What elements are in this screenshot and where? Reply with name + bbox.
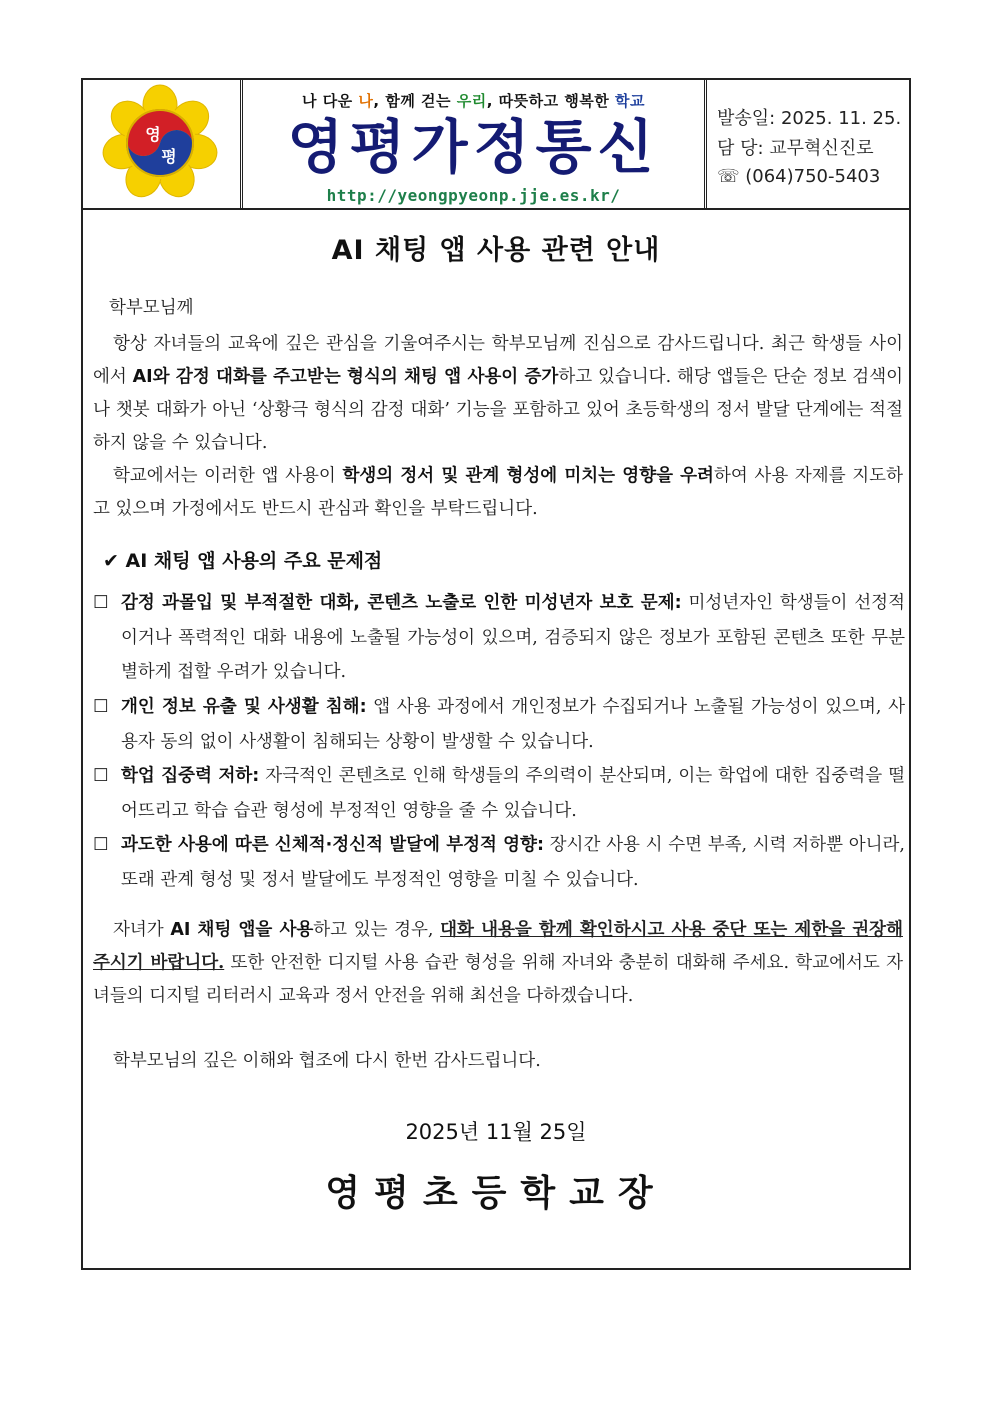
problem-title: 감정 과몰입 및 부적절한 대화, 콘텐츠 노출로 인한 미성년자 보호 문제:	[121, 593, 682, 613]
letter-date: 2025년 11월 25일	[405, 1120, 587, 1144]
slogan-part: 나 다운	[301, 92, 359, 110]
problem-text: 장시간 사용 시 수면 부족, 시력 저하뿐 아니라, 또래 관계 형성 및 정서 발달에도 부정적인 영향을 미칠 수 있습니다.	[121, 835, 905, 890]
closing-underlined: 대화 내용을 함께 확인하시고 사용 중단 또는 제한을 권장해 주시기 바랍니다.	[93, 920, 903, 973]
closing-text: 또한 안전한 디지털 사용 습관 형성을 위해 자녀와 충분히 대화해 주세요. 학교에서도 자녀들의 디지털 리터러시 교육과 정서 안전을 위해 최선을 다하겠습니다.	[93, 953, 903, 1006]
logo-char-1: 영	[145, 125, 161, 144]
problem-item	[93, 828, 905, 897]
phone-line	[717, 166, 880, 187]
slogan-part: 학교	[615, 92, 645, 110]
closing-highlight: AI 채팅 앱을 사용	[170, 920, 314, 940]
closing-paragraph	[93, 914, 903, 1013]
document-title: AI 채팅 앱 사용 관련 안내	[331, 235, 661, 266]
info-cell	[707, 80, 909, 208]
slogan-part: 우리	[456, 92, 487, 110]
intro2-text: 학교에서는 이러한 앱 사용이	[113, 466, 343, 486]
intro-text: 항상 자녀들의 교육에 깊은 관심을 기울여주시는 학부모님께 진심으로 감사드립니다. 최근 학생들 사이에서	[93, 334, 903, 387]
problem-title: 개인 정보 유출 및 사생활 침해:	[121, 697, 367, 717]
phone-number: (064)750-5403	[745, 166, 881, 187]
slogan-part: 나	[358, 92, 374, 110]
greeting: 학부모님께	[109, 298, 194, 318]
school-url-link[interactable]: http://yeongpyeonp.jje.es.kr/	[326, 186, 621, 205]
letter-header	[83, 80, 909, 210]
intro-text: 하고 있습니다. 해당 앱들은 단순 정보 검색이나 챗봇 대화가 아닌 ‘상황극 형식의 감정 대화’ 기능을 포함하고 있어 초등학생의 정서 발달 단계에는 적절하지 않을 수 있습니다.	[93, 367, 904, 453]
problem-title: 과도한 사용에 따른 신체적·정신적 발달에 부정적 영향:	[121, 835, 544, 855]
problem-text: 자극적인 콘텐츠로 인해 학생들의 주의력이 분산되며, 이는 학업에 대한 집중력을 떨어뜨리고 학습 습관 형성에 부정적인 영향을 줄 수 있습니다.	[121, 766, 905, 821]
problem-item	[93, 759, 905, 828]
closing-text: 하고 있는 경우,	[313, 920, 441, 940]
signer: 영평초등학교장	[325, 1173, 667, 1214]
school-emblem-logo	[83, 80, 233, 208]
intro-paragraph-2	[93, 460, 903, 526]
checkbox-icon: ☐	[93, 697, 109, 717]
intro2-highlight: 학생의 정서 및 관계 형성에 미치는 영향을 우려	[342, 466, 714, 486]
newsletter-title: 영평가정통신	[287, 113, 660, 181]
problem-item	[93, 690, 905, 759]
letter-frame	[81, 78, 911, 1270]
problem-item	[93, 586, 905, 690]
section-heading: ✔ AI 채팅 앱 사용의 주요 문제점	[103, 550, 383, 572]
school-slogan	[243, 90, 704, 111]
department: 담 당: 교무혁신진로	[717, 138, 874, 159]
send-date: 발송일: 2025. 11. 25.	[717, 108, 902, 129]
slogan-part: , 따뜻하고 행복한	[486, 92, 616, 110]
phone-icon: ☏	[717, 166, 740, 187]
checkbox-icon: ☐	[93, 593, 109, 613]
checkbox-icon: ☐	[93, 766, 109, 786]
problem-text: 미성년자인 학생들이 선정적이거나 폭력적인 대화 내용에 노출될 가능성이 있으며, 검증되지 않은 정보가 포함된 콘텐츠 또한 무분별하게 접할 우려가 있습니다.	[121, 593, 905, 682]
closing-text: 자녀가	[113, 920, 171, 940]
intro-highlight: AI와 감정 대화를 주고받는 형식의 채팅 앱 사용이 증가	[132, 367, 559, 387]
logo-cell	[83, 80, 243, 208]
logo-char-2: 평	[161, 147, 177, 166]
title-cell	[243, 80, 707, 208]
intro-paragraph	[93, 328, 903, 460]
thanks-line: 학부모님의 깊은 이해와 협조에 다시 한번 감사드립니다.	[113, 1051, 541, 1071]
intro2-text: 하여 사용 자제를 지도하고 있으며 가정에서도 반드시 관심과 확인을 부탁드립니다.	[93, 466, 903, 519]
problem-text: 앱 사용 과정에서 개인정보가 수집되거나 노출될 가능성이 있으며, 사용자 동의 없이 사생활이 침해되는 상황이 발생할 수 있습니다.	[121, 697, 905, 752]
slogan-part: , 함께 걷는	[373, 92, 457, 110]
problem-title: 학업 집중력 저하:	[121, 766, 260, 786]
checkbox-icon: ☐	[93, 835, 109, 855]
